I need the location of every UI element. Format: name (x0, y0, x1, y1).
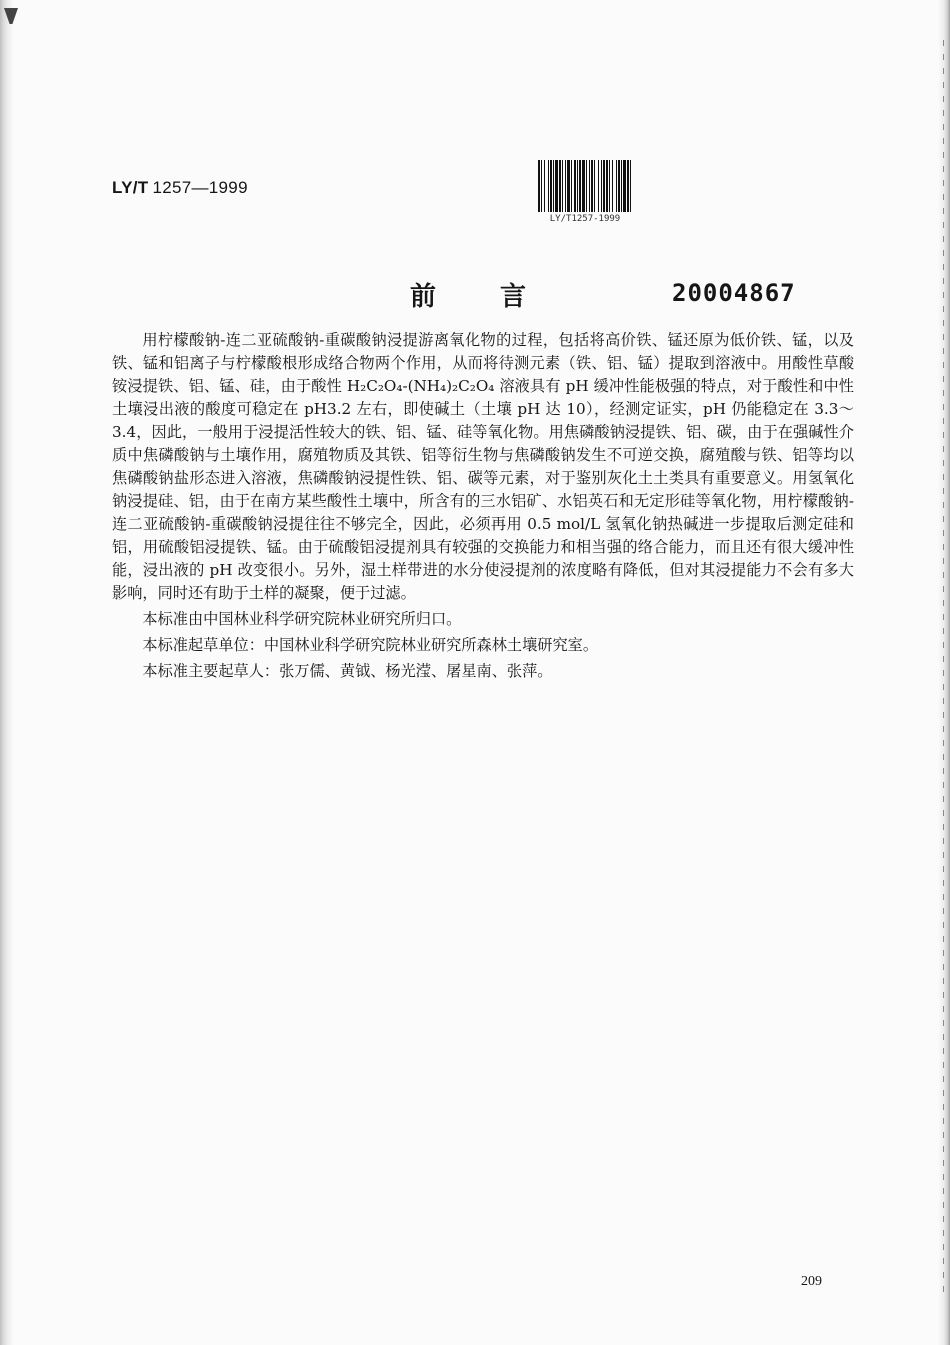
barcode-bar (621, 160, 622, 212)
barcode-bar (565, 160, 566, 212)
scan-edge-line (943, 40, 944, 1300)
barcode-bar (591, 160, 593, 212)
barcode-bar (616, 160, 617, 212)
barcode-bar (601, 160, 602, 212)
standard-prefix: LY/T (112, 178, 149, 197)
standard-code (112, 178, 248, 198)
barcode-bar (609, 160, 610, 212)
barcode-bar (606, 160, 608, 212)
barcode-icon (537, 160, 634, 208)
scan-edge-left (0, 0, 14, 1345)
barcode-bar (623, 160, 626, 212)
barcode-bar (550, 160, 552, 212)
barcode-bar (594, 160, 595, 212)
barcode-bar (612, 160, 613, 212)
paragraph-drafting-unit: 本标准起草单位：中国林业科学研究院林业研究所森林土壤研究室。 (142, 636, 599, 654)
barcode-bar (586, 160, 587, 212)
barcode-bar (555, 160, 558, 212)
barcode-bar (538, 160, 540, 212)
barcode-bar (598, 160, 599, 212)
page-title: 前言 (410, 282, 591, 312)
page-number: 209 (801, 1274, 822, 1289)
barcode-caption: LY/T1257-1999 (549, 214, 621, 224)
document-number: 20004867 (672, 279, 796, 307)
barcode-bar (603, 160, 605, 212)
barcode-bar (567, 160, 570, 212)
barcode-bar (627, 160, 629, 212)
barcode-bar (574, 160, 576, 212)
barcode-bar (541, 160, 542, 212)
paragraph-main: 用柠檬酸钠-连二亚硫酸钠-重碳酸钠浸提游离氧化物的过程，包括将高价铁、锰还原为低价铁、锰，以及铁、锰和铝离子与柠檬酸根形成络合物两个作用，从而将待测元素（铁、铝、锰）提取到溶液中。用酸性草酸铵浸提铁、铝、锰、硅，由于酸性 H₂C₂O₄-(NH₄)₂C₂O₄ 溶液具有 pH 缓冲性能极强的特点，对于酸性和中性土壤浸出液的酸度可稳定在 pH3.2 左右，即使碱土（土壤 pH 达 10），经测定证实，pH 仍能稳定在 3.3～3.4，因此，一般用于浸提活性较大的铁、铝、锰、硅等氧化物。用焦磷酸钠浸提铁、铝、碳，由于在强碱性介质中焦磷酸钠与土壤作用，腐殖物质及其铁、铝等衍生物与焦磷酸钠发生不可逆交换，腐殖酸与铁、铝等均以焦磷酸钠盐形态进入溶液，焦磷酸钠浸提性铁、铝、碳等元素，对于鉴别灰化土土类具有重要意义。用氢氧化钠浸提硅、铝，由于在南方某些酸性土壤中，所含有的三水铝矿、水铝英石和无定形硅等氧化物，用柠檬酸钠-连二亚硫酸钠-重碳酸钠浸提往往不够完全，因此，必须再用 0.5 mol/L 氢氧化钠热碱进一步提取后测定硅和铝，用硫酸铝浸提铁、锰。由于硫酸铝浸提剂具有较强的交换能力和相当强的络合能力，而且还有很大缓冲性能，浸出液的 pH 改变很小。另外，湿土样带进的水分使浸提剂的浓度略有降低，但对其浸提能力不会有多大影响，同时还有助于土样的凝聚，便于过滤。 (112, 331, 854, 602)
barcode-bar (630, 160, 631, 212)
barcode-bar (571, 160, 572, 212)
standard-number: 1257—1999 (152, 178, 248, 197)
paragraph-drafters: 本标准主要起草人：张万儒、黄钺、杨光滢、屠星南、张萍。 (142, 662, 553, 680)
barcode-bar (544, 160, 545, 212)
barcode-bar (582, 160, 585, 212)
scan-edge-right (938, 0, 950, 1345)
barcode-bar (562, 160, 563, 212)
paragraph-jurisdiction: 本标准由中国林业科学研究院林业研究所归口。 (142, 610, 462, 628)
barcode-bar (553, 160, 554, 212)
foreword-body (112, 329, 854, 683)
barcode-bars (537, 160, 634, 212)
barcode-bar (618, 160, 620, 212)
barcode-bar (589, 160, 590, 212)
barcode-bar (548, 160, 549, 212)
barcode-bar (577, 160, 578, 212)
barcode-bar (559, 160, 561, 212)
barcode-bar (579, 160, 581, 212)
